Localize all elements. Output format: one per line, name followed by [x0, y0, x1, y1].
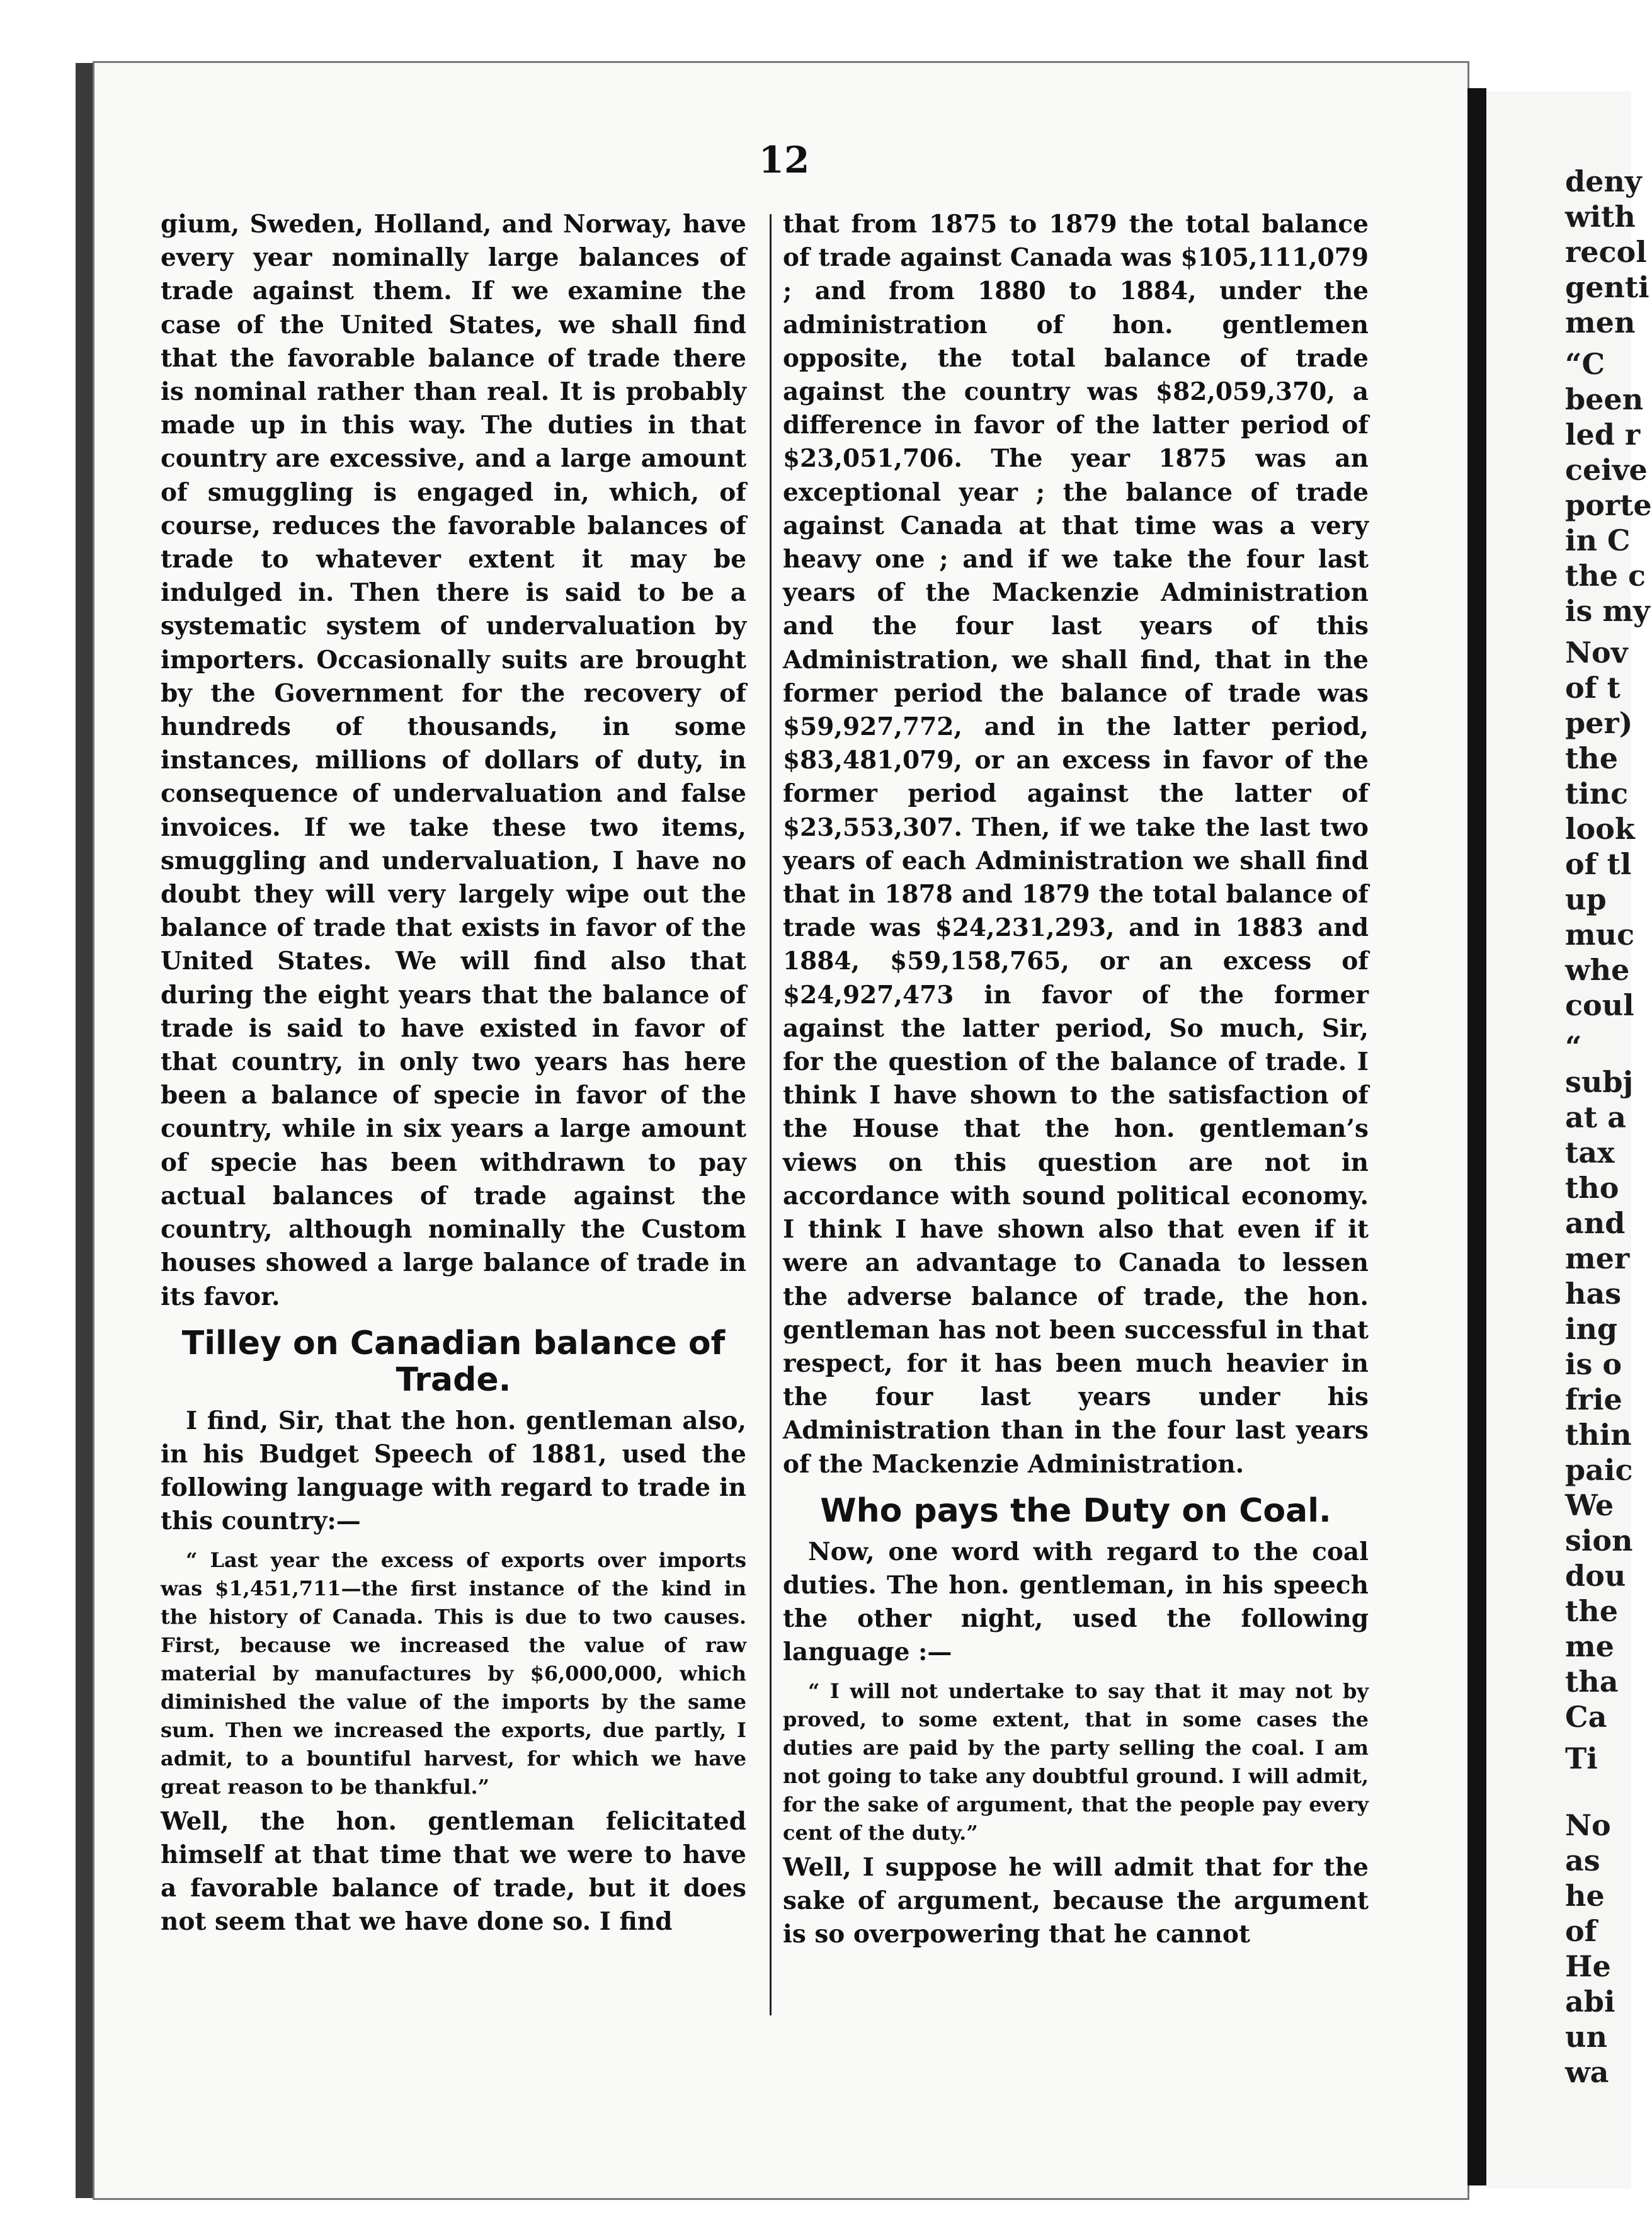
next-page-fragment: genti: [1565, 270, 1649, 304]
next-page-fragment: and: [1565, 1206, 1626, 1240]
next-page-fragment: “C: [1565, 347, 1605, 381]
right-column: [783, 208, 1369, 1951]
next-page-fragment: “: [1565, 1030, 1582, 1064]
next-page-fragment: is o: [1565, 1347, 1622, 1381]
next-page-fragment: He: [1565, 1949, 1611, 1983]
next-page-fragment: of t: [1565, 671, 1621, 705]
next-page-fragment: sion: [1565, 1524, 1633, 1558]
next-page-fragment: recol: [1565, 235, 1647, 269]
next-page-fragment: thin: [1565, 1418, 1632, 1452]
next-page-fragment: in C: [1565, 523, 1631, 557]
column-divider: [770, 214, 772, 2015]
right-quote: “ I will not undertake to say that it may not by proved, to some extent, that in some cases the duties are paid by the party selling the coal. I am not going to take any doubtful ground. I will admit, for the sake of argument, that the people pay every cent of the duty.”: [783, 1678, 1369, 1845]
next-page-fragment: muc: [1565, 918, 1635, 952]
next-page-fragment: as: [1565, 1843, 1600, 1877]
next-page-fragment: tax: [1565, 1136, 1615, 1170]
next-page-fragment: of: [1565, 1914, 1597, 1948]
next-page-fragment: look: [1565, 812, 1635, 846]
next-page-fragment: with: [1565, 200, 1636, 234]
next-page-fragment: has: [1565, 1277, 1622, 1311]
next-page-fragment: the c: [1565, 559, 1646, 593]
next-page-fragment: the: [1565, 741, 1618, 775]
next-page-fragment: Ca: [1565, 1700, 1607, 1734]
next-page-fragment: Ti: [1565, 1741, 1598, 1775]
next-page-fragment: he: [1565, 1879, 1605, 1913]
left-paragraph-3: Well, the hon. gentleman felicitated himself at that time that we were to have a favorable balance of trade, but it does not seem that we have done so. I find: [161, 1806, 746, 1937]
right-paragraph-3: Well, I suppose he will admit that for the sake of argument, because the argument is so overpowering that he cannot: [783, 1852, 1369, 1949]
right-paragraph-2: Now, one word with regard to the coal duties. The hon. gentleman, in his speech the other night, used the following language :—: [783, 1537, 1369, 1667]
right-paragraph-1: that from 1875 to 1879 the total balance of trade against Canada was $105,111,079 ; and from 1880 to 1884, under the administration of hon. gentlemen opposite, the total balance of trade against the country was $82,059,370, a difference in favor of the latter period of $23,051,706. The year 1875 was an exceptional year ; the balance of trade against Canada at that time was a very heavy one ; and if we take the four last years of the Mackenzie Administration and the four last years of this Administration, we shall find, that in the former period the balance of trade was $59,927,772, and in the latter period, $83,481,079, or an excess in favor of the former period against the latter of $23,553,307. Then, if we take the last two years of each Administration we shall find that in 1878 and 1879 the total balance of trade was $24,231,293, and in 1883 and 1884, $59,158,765, or an excess of $24,927,473 in favor of the former against the latter period, So much, Sir, for the question of the balance of trade. I think I have shown to the satisfaction of the House that the hon. gentleman’s views on this question are not in accordance with sound political economy. I think I have shown also that even if it were an advantage to Canada to lessen the adverse balance of trade, the hon. gentleman has not been successful in that respect, for it has been much heavier in the four last years under his Administration than in the four last years of the Mackenzie Administration.: [783, 210, 1369, 1479]
next-page-fragment: un: [1565, 2020, 1607, 2054]
page-number: 12: [758, 139, 810, 181]
next-page-fragment: at a: [1565, 1100, 1626, 1134]
next-page-fragment: ceive: [1565, 453, 1648, 487]
next-page-fragment: me: [1565, 1629, 1614, 1663]
left-paragraph-1: gium, Sweden, Holland, and Norway, have every year nominally large balances of trade against them. If we examine the case of the United States, we shall find that the favorable balance of trade there is nominal rather than real. It is probably made up in this way. The duties in that country are excessive, and a large amount of smuggling is engaged in, which, of course, reduces the favorable balances of trade to whatever extent it may be indulged in. Then there is said to be a systematic system of undervaluation by importers. Occasionally suits are brought by the Government for the recovery of hundreds of thousands, in some instances, millions of dollars of duty, in consequence of undervaluation and false invoices. If we take these two items, smuggling and undervaluation, I have no doubt they will very largely wipe out the balance of trade that exists in favor of the United States. We will find also that during the eight years that the balance of trade is said to have existed in favor of that country, in only two years has here been a balance of specie in favor of the country, while in six years a large amount of specie has been withdrawn to pay actual balances of trade against the country, although nominally the Custom houses showed a large balance of trade in its favor.: [161, 210, 746, 1311]
next-page-fragment: tha: [1565, 1665, 1619, 1699]
next-page-fragment: per): [1565, 706, 1633, 740]
next-page-fragment: dou: [1565, 1559, 1626, 1593]
next-page-fragment: of tl: [1565, 847, 1632, 881]
next-page-fragment: frie: [1565, 1382, 1622, 1416]
next-page-fragment: Nov: [1565, 635, 1628, 669]
next-page-fragment: is my: [1565, 594, 1650, 628]
next-page-fragment: We: [1565, 1488, 1614, 1522]
binding-gutter: [1467, 88, 1486, 2185]
next-page-fragment: porte: [1565, 488, 1652, 522]
next-page-fragment: No: [1565, 1808, 1611, 1842]
next-page-fragment: the: [1565, 1594, 1618, 1628]
next-page-fragment: subj: [1565, 1065, 1634, 1099]
next-page-fragment: led r: [1565, 418, 1641, 452]
left-column: [161, 208, 746, 1939]
next-page-fragment: whe: [1565, 953, 1630, 987]
next-page-fragment: men: [1565, 305, 1636, 339]
next-page-fragment: tinc: [1565, 777, 1629, 811]
next-page-fragment: wa: [1565, 2055, 1609, 2089]
next-page-fragment: up: [1565, 882, 1607, 916]
left-quote: “ Last year the excess of exports over imports was $1,451,711—the first instance of the kind in the history of Canada. This is due to two causes. First, because we increased the value of raw material by manufactures by $6,000,000, which diminished the value of the imports by the same sum. Then we increased the exports, due partly, I admit, to a bountiful harvest, for which we have great reason to be thankful.”: [161, 1547, 746, 1799]
next-page-fragment: been: [1565, 382, 1644, 416]
next-page-fragment: tho: [1565, 1171, 1619, 1205]
left-paragraph-2: I find, Sir, that the hon. gentleman also, in his Budget Speech of 1881, used the following language with regard to trade in this country:—: [161, 1406, 746, 1536]
next-page-fragment: abi: [1565, 1985, 1615, 2019]
next-page-edge: [1486, 91, 1652, 2189]
next-page-fragment: paic: [1565, 1453, 1633, 1487]
next-page-fragment: mer: [1565, 1241, 1630, 1275]
section-heading-tilley: Tilley on Canadian balance of Trade.: [181, 1324, 726, 1399]
next-page-fragment: coul: [1565, 988, 1634, 1022]
section-heading-coal: Who pays the Duty on Coal.: [820, 1491, 1331, 1530]
next-page-fragment: ing: [1565, 1312, 1618, 1346]
next-page-fragment: deny: [1565, 164, 1642, 198]
